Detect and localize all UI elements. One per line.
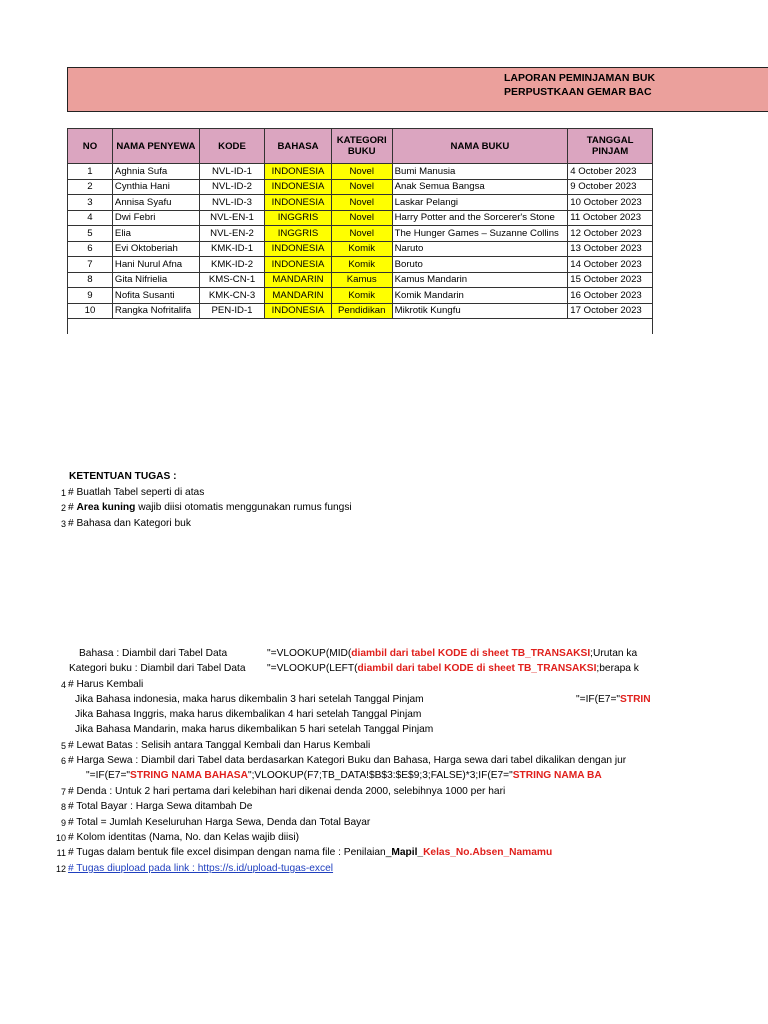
- note-number: 11: [56, 848, 66, 858]
- cell-kode: KMS-CN-1: [199, 272, 264, 288]
- cell-kategori: Komik: [331, 288, 392, 304]
- harga-sewa-formula: "=IF(E7="STRING NAMA BAHASA";VLOOKUP(F7;TB_DATA!$B$3:$E$9;3;FALSE)*3;IF(E7="STRING NAMA BA: [86, 770, 602, 781]
- harus-kembali-formula: "=IF(E7="STRIN: [576, 694, 651, 705]
- note-item: # Buatlah Tabel seperti di atas: [68, 487, 205, 498]
- cell-kode: NVL-ID-2: [199, 179, 264, 195]
- cell-tanggal-pinjam: 4 October 2023: [568, 164, 653, 180]
- cell-kode: KMK-ID-2: [199, 257, 264, 273]
- cell-bahasa: INDONESIA: [265, 257, 332, 273]
- table-row: [68, 179, 653, 195]
- cell-bahasa: INGGRIS: [265, 226, 332, 242]
- cell-kategori: Novel: [331, 164, 392, 180]
- table-row: [68, 210, 653, 226]
- cell-nama-buku: Naruto: [392, 241, 568, 257]
- cell-empty: [568, 319, 653, 335]
- col-header-tanggal-pinjam: TANGGAL PINJAM: [568, 129, 653, 164]
- col-header-kategori: KATEGORI BUKU: [331, 129, 392, 164]
- note-number: 4: [60, 680, 66, 690]
- cell-nama-penyewa: Evi Oktoberiah: [112, 241, 199, 257]
- table-row: [68, 257, 653, 273]
- table-header-row: [68, 129, 653, 164]
- cell-bahasa: MANDARIN: [265, 272, 332, 288]
- cell-tanggal-pinjam: 9 October 2023: [568, 179, 653, 195]
- cell-kategori: Komik: [331, 241, 392, 257]
- cell-nama-buku: Harry Potter and the Sorcerer's Stone: [392, 210, 568, 226]
- note-subitem: Jika Bahasa Mandarin, maka harus dikembalikan 5 hari setelah Tanggal Pinjam: [75, 724, 434, 735]
- cell-no: 5: [68, 226, 113, 242]
- cell-bahasa: INDONESIA: [265, 303, 332, 319]
- cell-empty: [392, 319, 568, 335]
- note-item: # Bahasa dan Kategori buk: [68, 518, 191, 529]
- cell-nama-buku: Mikrotik Kungfu: [392, 303, 568, 319]
- note-item: # Lewat Batas : Selisih antara Tanggal Kembali dan Harus Kembali: [68, 740, 371, 751]
- cell-kode: PEN-ID-1: [199, 303, 264, 319]
- cell-kode: NVL-ID-1: [199, 164, 264, 180]
- col-header-no: NO: [68, 129, 113, 164]
- cell-bahasa: INGGRIS: [265, 210, 332, 226]
- note-item: # Total = Jumlah Keseluruhan Harga Sewa, Denda dan Total Bayar: [68, 817, 371, 828]
- col-header-bahasa: BAHASA: [265, 129, 332, 164]
- loan-table: [67, 128, 653, 334]
- cell-kode: NVL-EN-2: [199, 226, 264, 242]
- cell-nama-penyewa: Elia: [112, 226, 199, 242]
- cell-tanggal-pinjam: 14 October 2023: [568, 257, 653, 273]
- cell-nama-penyewa: Annisa Syafu: [112, 195, 199, 211]
- cell-tanggal-pinjam: 10 October 2023: [568, 195, 653, 211]
- cell-no: 4: [68, 210, 113, 226]
- note-item: # Tugas dalam bentuk file excel disimpan dengan nama file : Penilaian_Mapil_Kelas_No.Absen_Namamu: [68, 847, 553, 858]
- note-subitem: Jika Bahasa indonesia, maka harus dikembalin 3 hari setelah Tanggal Pinjam: [75, 694, 424, 705]
- cell-kode: KMK-CN-3: [199, 288, 264, 304]
- cell-tanggal-pinjam: 13 October 2023: [568, 241, 653, 257]
- report-title-line1: LAPORAN PEMINJAMAN BUK: [504, 72, 656, 84]
- cell-empty: [199, 319, 264, 335]
- cell-kategori: Kamus: [331, 272, 392, 288]
- cell-tanggal-pinjam: 15 October 2023: [568, 272, 653, 288]
- table-row: [68, 226, 653, 242]
- note-subitem: Jika Bahasa Inggris, maka harus dikembalikan 4 hari setelah Tanggal Pinjam: [75, 709, 422, 720]
- cell-nama-buku: Komik Mandarin: [392, 288, 568, 304]
- report-title-line2: PERPUSTKAAN GEMAR BAC: [504, 86, 652, 98]
- kategori-label: Kategori buku : Diambil dari Tabel Data: [69, 663, 246, 674]
- loan-table-wrapper: [67, 128, 653, 334]
- table-row: [68, 303, 653, 319]
- cell-kode: NVL-ID-3: [199, 195, 264, 211]
- cell-no: 3: [68, 195, 113, 211]
- note-item: # Total Bayar : Harga Sewa ditambah De: [68, 801, 253, 812]
- table-row: [68, 272, 653, 288]
- cell-kategori: Novel: [331, 195, 392, 211]
- cell-kategori: Novel: [331, 179, 392, 195]
- bahasa-label: Bahasa : Diambil dari Tabel Data: [79, 648, 228, 659]
- table-row: [68, 241, 653, 257]
- notes-heading: KETENTUAN TUGAS :: [69, 471, 177, 482]
- table-row-empty: [68, 319, 653, 335]
- bahasa-formula: "=VLOOKUP(MID(diambil dari tabel KODE di sheet TB_TRANSAKSI;Urutan ka: [267, 648, 638, 659]
- cell-nama-penyewa: Hani Nurul Afna: [112, 257, 199, 273]
- cell-nama-penyewa: Gita Nifrielia: [112, 272, 199, 288]
- table-row: [68, 164, 653, 180]
- cell-kode: NVL-EN-1: [199, 210, 264, 226]
- note-number: 1: [60, 488, 66, 498]
- note-item: # Harga Sewa : Diambil dari Tabel data berdasarkan Kategori Buku dan Bahasa, Harga sewa dari tabel dikalikan dengan jur: [68, 755, 627, 766]
- note-number: 9: [60, 818, 66, 828]
- col-header-nama-penyewa: NAMA PENYEWA: [112, 129, 199, 164]
- cell-nama-buku: Bumi Manusia: [392, 164, 568, 180]
- col-header-nama-buku: NAMA BUKU: [392, 129, 568, 164]
- note-item: # Harus Kembali: [68, 679, 144, 690]
- cell-empty: [265, 319, 332, 335]
- cell-no: 9: [68, 288, 113, 304]
- cell-bahasa: INDONESIA: [265, 164, 332, 180]
- kategori-formula: "=VLOOKUP(LEFT(diambil dari tabel KODE di sheet TB_TRANSAKSI;berapa k: [267, 663, 639, 674]
- note-item: # Denda : Untuk 2 hari pertama dari kelebihan hari dikenai denda 2000, selebihnya 1000 per hari: [68, 786, 506, 797]
- cell-nama-penyewa: Nofita Susanti: [112, 288, 199, 304]
- note-number: 8: [60, 802, 66, 812]
- upload-link[interactable]: # Tugas diupload pada link : https://s.id/upload-tugas-excel: [68, 863, 334, 874]
- cell-kategori: Komik: [331, 257, 392, 273]
- cell-no: 6: [68, 241, 113, 257]
- note-number: 2: [60, 503, 66, 513]
- cell-kategori: Pendidikan: [331, 303, 392, 319]
- cell-bahasa: MANDARIN: [265, 288, 332, 304]
- cell-nama-penyewa: Aghnia Sufa: [112, 164, 199, 180]
- note-number: 5: [60, 741, 66, 751]
- cell-bahasa: INDONESIA: [265, 195, 332, 211]
- note-number: 10: [55, 833, 66, 843]
- cell-no: 8: [68, 272, 113, 288]
- cell-empty: [112, 319, 199, 335]
- report-header: [67, 67, 768, 112]
- cell-nama-penyewa: Rangka Nofritalifa: [112, 303, 199, 319]
- note-number: 6: [60, 756, 66, 766]
- cell-tanggal-pinjam: 17 October 2023: [568, 303, 653, 319]
- note-number: 3: [60, 519, 66, 529]
- cell-kategori: Novel: [331, 226, 392, 242]
- cell-tanggal-pinjam: 16 October 2023: [568, 288, 653, 304]
- note-item: # Area kuning wajib diisi otomatis menggunakan rumus fungsi: [68, 502, 352, 513]
- cell-no: 1: [68, 164, 113, 180]
- cell-nama-penyewa: Cynthia Hani: [112, 179, 199, 195]
- cell-kategori: Novel: [331, 210, 392, 226]
- col-header-kode: KODE: [199, 129, 264, 164]
- table-row: [68, 288, 653, 304]
- cell-tanggal-pinjam: 11 October 2023: [568, 210, 653, 226]
- cell-bahasa: INDONESIA: [265, 241, 332, 257]
- cell-nama-penyewa: Dwi Febri: [112, 210, 199, 226]
- note-item: # Kolom identitas (Nama, No. dan Kelas wajib diisi): [68, 832, 300, 843]
- cell-kode: KMK-ID-1: [199, 241, 264, 257]
- cell-nama-buku: The Hunger Games – Suzanne Collins: [392, 226, 568, 242]
- cell-tanggal-pinjam: 12 October 2023: [568, 226, 653, 242]
- cell-no: 2: [68, 179, 113, 195]
- note-number: 7: [60, 787, 66, 797]
- cell-nama-buku: Kamus Mandarin: [392, 272, 568, 288]
- cell-empty: [68, 319, 113, 335]
- cell-bahasa: INDONESIA: [265, 179, 332, 195]
- table-row: [68, 195, 653, 211]
- cell-no: 7: [68, 257, 113, 273]
- cell-nama-buku: Boruto: [392, 257, 568, 273]
- cell-no: 10: [68, 303, 113, 319]
- cell-nama-buku: Anak Semua Bangsa: [392, 179, 568, 195]
- cell-nama-buku: Laskar Pelangi: [392, 195, 568, 211]
- note-number: 12: [55, 864, 66, 874]
- cell-empty: [331, 319, 392, 335]
